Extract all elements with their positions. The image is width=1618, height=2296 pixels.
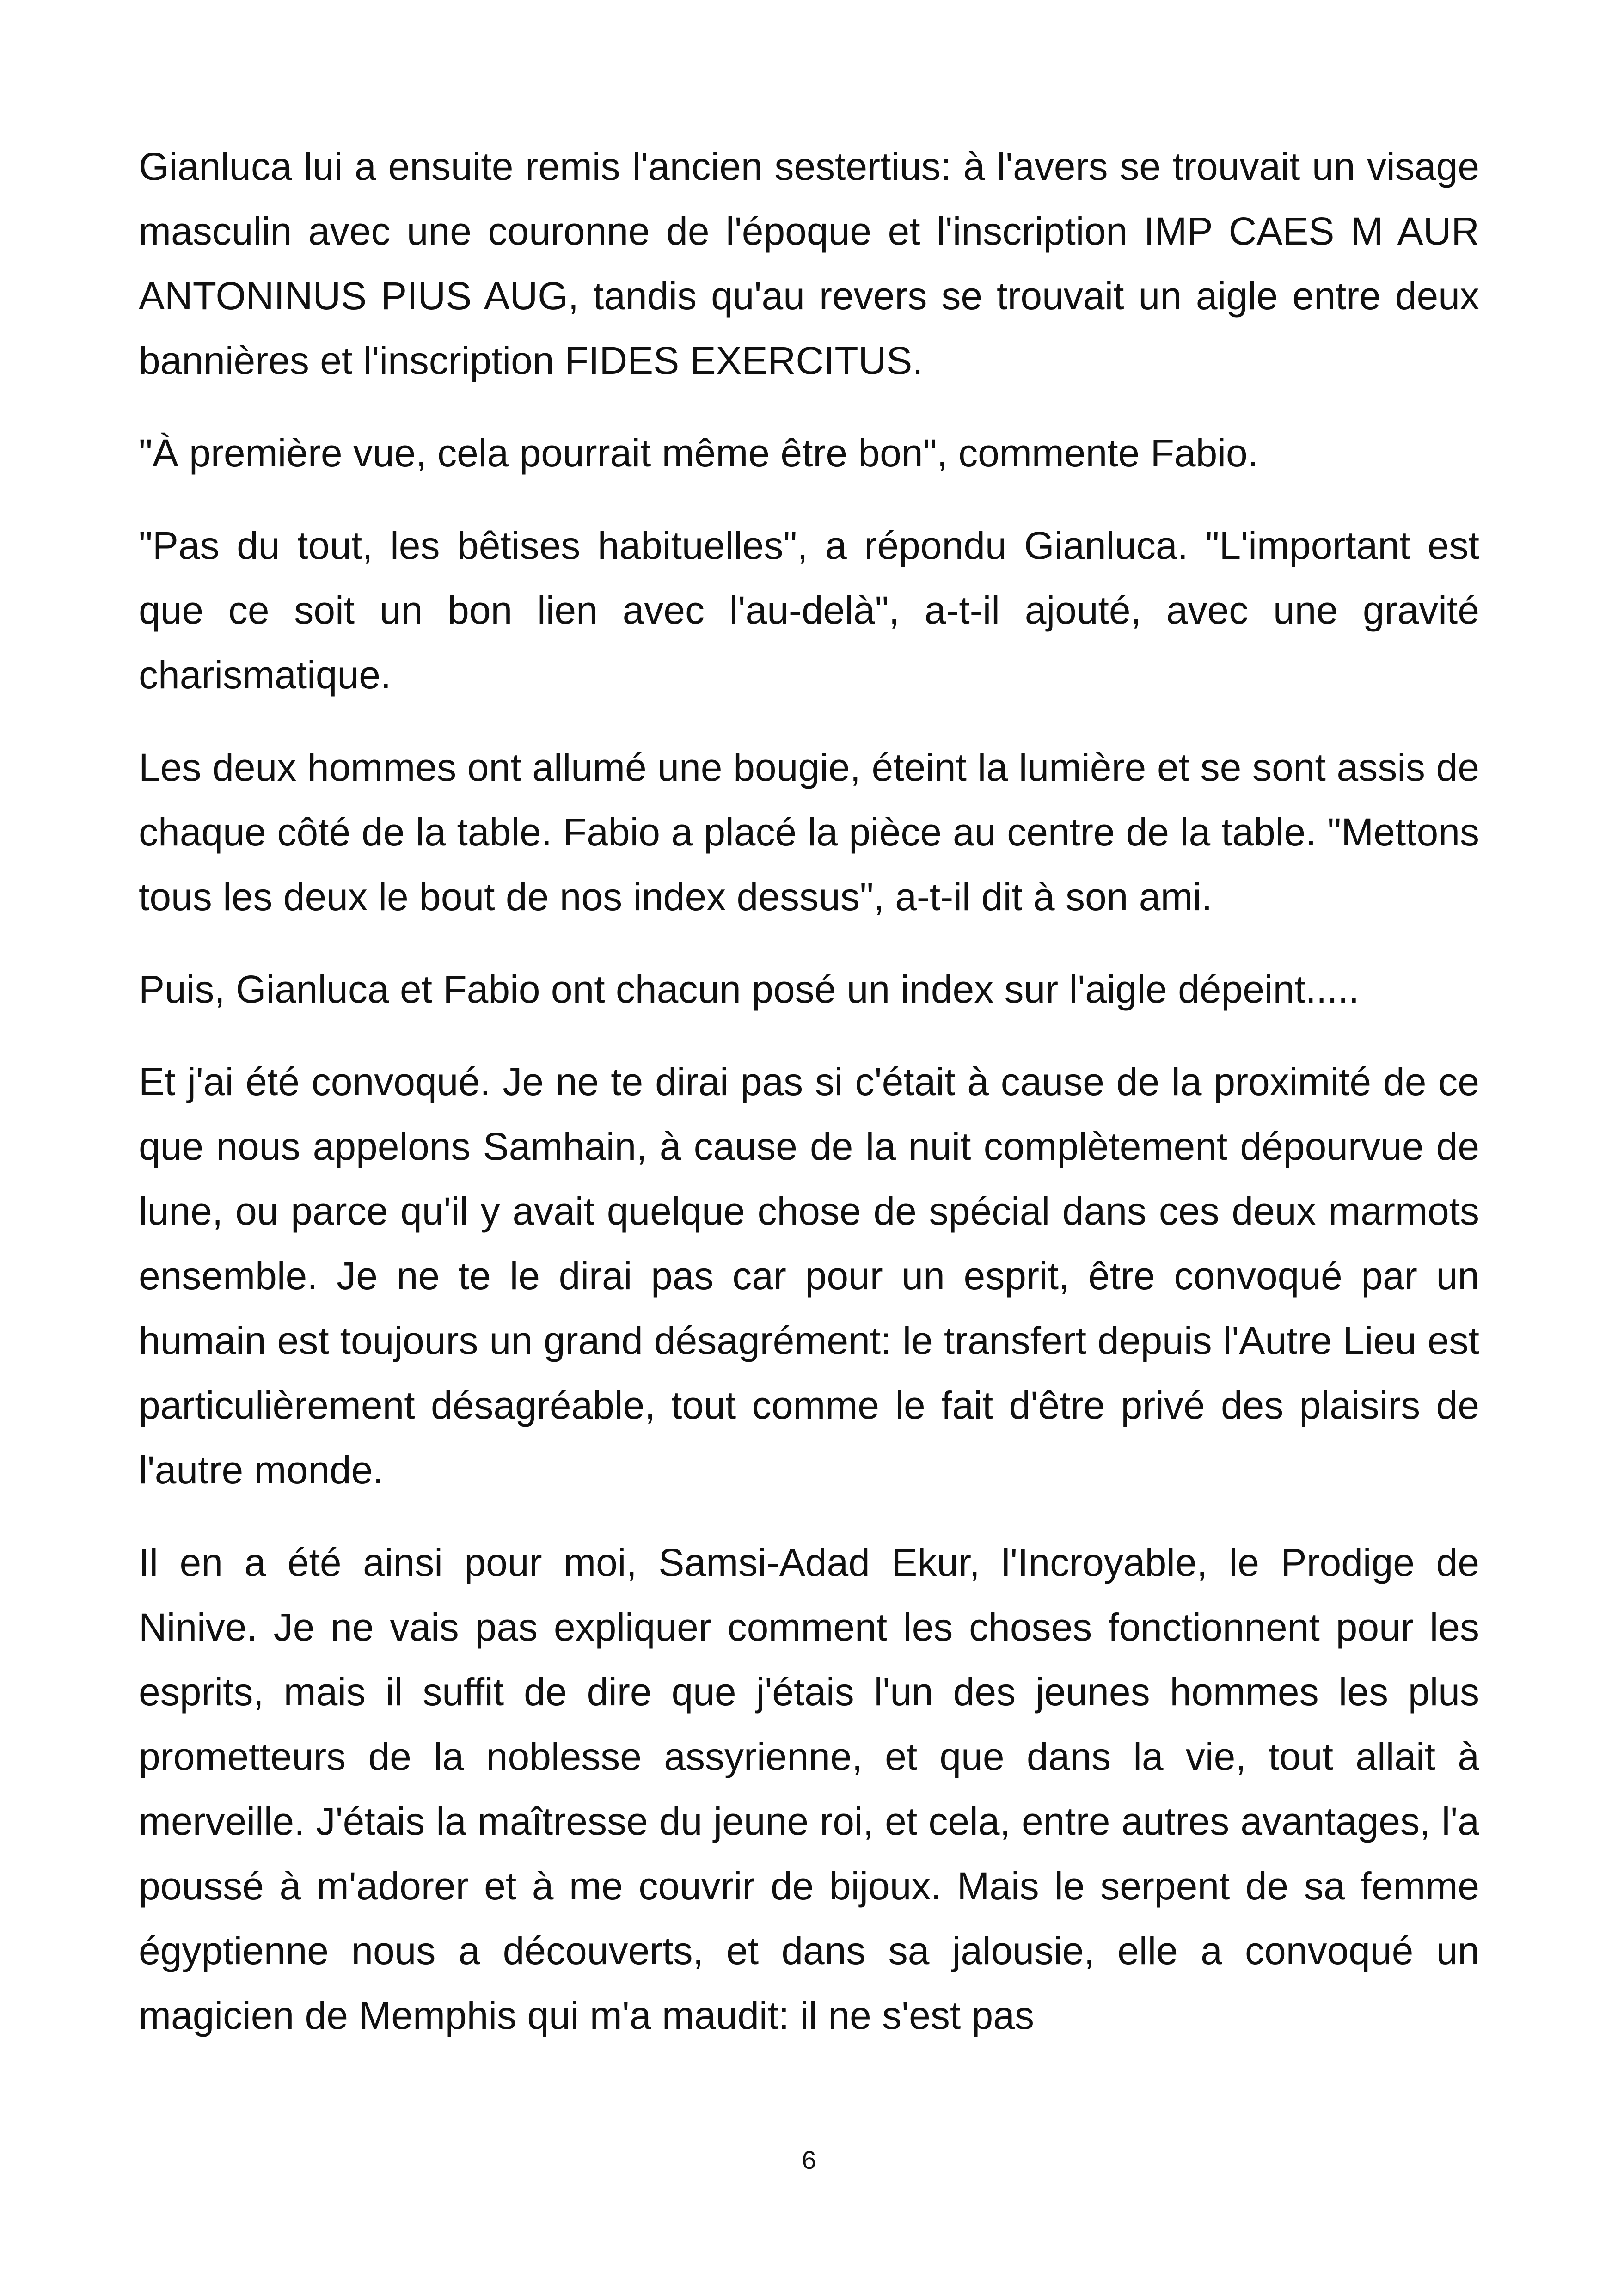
page-number: 6 bbox=[802, 2145, 816, 2174]
paragraph-2: "À première vue, cela pourrait même être bon", commente Fabio. bbox=[139, 431, 1259, 475]
paragraph-3: "Pas du tout, les bêtises habituelles", a répondu Gianluca. "L'important est que ce soit un bon lien avec l'au-delà", a-t-il ajouté, avec une gravité charismatique. bbox=[139, 524, 1479, 697]
body-text bbox=[139, 134, 1479, 2076]
paragraph-7: Il en a été ainsi pour moi, Samsi-Adad Ekur, l'Incroyable, le Prodige de Ninive. Je ne vais pas expliquer comment les choses fonctionnent pour les esprits, mais il suffit de dire que j'étais l'un des jeunes hommes les plus prometteurs de la noblesse assyrienne, et que dans la vie, tout allait à merveille. J'étais la maîtresse du jeune roi, et cela, entre autres avantages, l'a poussé à m'adorer et à me couvrir de bijoux. Mais le serpent de sa femme égyptienne nous a découverts, et dans sa jalousie, elle a convoqué un magicien de Memphis qui m'a maudit: il ne s'est pas bbox=[139, 1541, 1479, 2037]
paragraph-5: Puis, Gianluca et Fabio ont chacun posé un index sur l'aigle dépeint..... bbox=[139, 967, 1360, 1011]
paragraph-1: Gianluca lui a ensuite remis l'ancien sestertius: à l'avers se trouvait un visage masculin avec une couronne de l'époque et l'inscription IMP CAES M AUR ANTONINUS PIUS AUG, tandis qu'au revers se trouvait un aigle entre deux bannières et l'inscription FIDES EXERCITUS. bbox=[139, 145, 1479, 382]
paragraph-4: Les deux hommes ont allumé une bougie, éteint la lumière et se sont assis de chaque côté de la table. Fabio a placé la pièce au centre de la table. "Mettons tous les deux le bout de nos index dessus", a-t-il dit à son ami. bbox=[139, 746, 1479, 918]
paragraph-6: Et j'ai été convoqué. Je ne te dirai pas si c'était à cause de la proximité de ce que nous appelons Samhain, à cause de la nuit complètement dépourvue de lune, ou parce qu'il y avait quelque chose de spécial dans ces deux marmots ensemble. Je ne te le dirai pas car pour un esprit, être convoqué par un humain est toujours un grand désagrément: le transfert depuis l'Autre Lieu est particulièrement désagréable, tout comme le fait d'être privé des plaisirs de l'autre monde. bbox=[139, 1060, 1479, 1492]
